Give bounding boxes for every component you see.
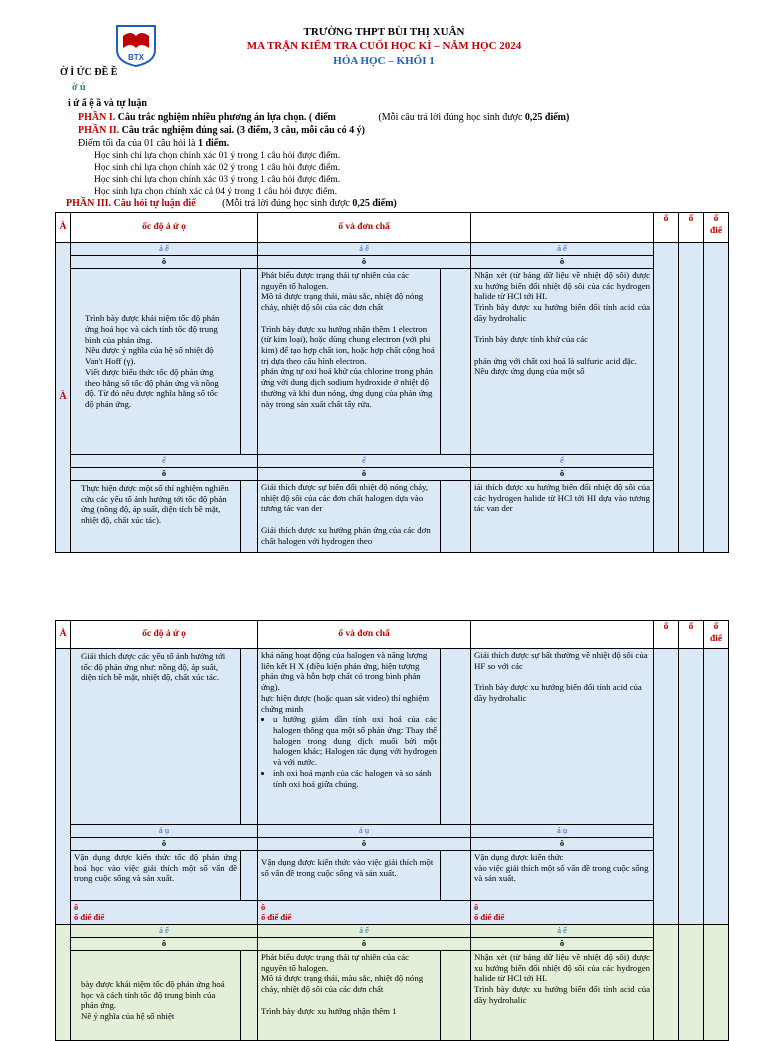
understand-cont-intro: khả năng hoạt động của halogen và năng lượng liên kết H X (điều kiện phản ứng, hiện tượng phản ứng và hỗn hợp chất có trong bình phản ứng). hực hiện được (hoặc quan sát video) thí nghiệm chứng minh: [261, 650, 430, 714]
green-level-know-col2: ả ế: [258, 925, 471, 938]
content-row-know: [56, 269, 729, 455]
header-count-b: ố: [679, 213, 704, 243]
know-topic-2: Phát biểu được trạng thái tự nhiên của các nguyên tố halogen. Mô tả được trạng thái, màu sắc, nhiệt độ nóng chảy, nhiệt độ sôi của các đơn chất Trình bày được xu hướng nhận thêm 1 electron (từ kim loại), hoặc dùng chung electron (với phi kim) để tạo hợp chất ion, hoặc hợp chất cộng hoá trị dựa theo cấu hình electron. phản ứng tự oxi hoá khử của chlorine trong phản ứng với dung dịch sodium hydroxide ở nhiệt độ thường và khi đun nóng, ứng dụng của phản ứng này trong sản xuất chất tẩy rửa.: [258, 269, 441, 455]
understand-cont-spacer-2: [441, 649, 471, 825]
points-cell: [704, 649, 729, 925]
scoring-rule-4: Học sinh lựa chọn chính xác cả 04 ý trong 1 câu hỏi được điểm.: [94, 187, 337, 197]
part-3-text: Câu hỏi tự luận điể: [113, 198, 196, 209]
level-know-col2: ả ế: [258, 243, 471, 256]
count-cell-a: [654, 243, 679, 553]
green-sublevel-row-know: [56, 938, 729, 951]
content-row-understand-cont: [56, 649, 729, 825]
know-spacer-2: [441, 269, 471, 455]
part-3-note: (Mỗi trả lời đúng học sinh được: [222, 198, 353, 209]
scoring-rule-3: Học sinh chỉ lựa chọn chính xác 03 ý trong 1 câu hỏi được điểm.: [94, 175, 341, 185]
understand-topic-1: Thực hiện được một số thí nghiệm nghiên cứu các yếu tố ảnh hưởng tới tốc độ phản ứng (nồng độ, áp suất, diện tích bề mặt, nhiệt độ, chất xúc tác).: [71, 481, 241, 553]
understand-cont-topic-3: Giải thích được sự bất thường về nhiệt độ sôi của HF so với các Trình bày được xu hướng biến đổi tính acid của dãy hydrohalic: [471, 649, 654, 825]
header-column-3: [471, 213, 654, 243]
level-apply-col2: ả ụ: [258, 825, 471, 838]
document-title: MA TRẬN KIỂM TRA CUỐI HỌC KÌ – NĂM HỌC 2024: [246, 40, 522, 52]
part-1-text: Câu trắc nghiệm nhiều phương án lựa chọn. ( điểm: [117, 112, 336, 123]
level-apply-col3: ả ụ: [471, 825, 654, 838]
scoring-rule-2: Học sinh chỉ lựa chọn chính xác 02 ý trong 1 câu hỏi được điểm.: [94, 163, 341, 173]
part-3-line: [66, 198, 397, 209]
apply-topic-3: Vận dụng được kiến thức vào việc giải thích một số vấn đề trong cuộc sống và sản xuất.: [471, 851, 654, 901]
green-level-know-col1: ả ế: [71, 925, 258, 938]
count-cell-b: [679, 243, 704, 553]
level-row-know: [56, 243, 729, 256]
sublevel-understand-col3: ô: [471, 468, 654, 481]
level-understand-col3: ể: [471, 455, 654, 468]
header-column-2: ố và đơn chấ: [258, 621, 471, 649]
document-subtitle: HÓA HỌC – KHỐI 1: [333, 55, 435, 67]
level-row-apply: [56, 825, 729, 838]
points-row: [56, 901, 729, 925]
sublevel-apply-col3: ô: [471, 838, 654, 851]
understand-spacer-1: [241, 481, 258, 553]
max-score-text: Điểm tối đa của 01 câu hỏi là: [78, 138, 198, 149]
header-topic: À: [56, 213, 71, 243]
sublevel-understand-col2: ô: [258, 468, 471, 481]
sublevel-row-apply: [56, 838, 729, 851]
header-column-1: ốc độ ả ứ ọ: [71, 621, 258, 649]
matrix-table-1: [55, 212, 729, 553]
level-know-col1: ả ế: [71, 243, 258, 256]
apply-spacer-1: [241, 851, 258, 901]
green-points-cell: [704, 925, 729, 1041]
school-name: TRƯỜNG THPT BÙI THỊ XUÂN: [303, 26, 465, 38]
green-know-topic-2: Phát biểu được trạng thái tự nhiên của các nguyên tố halogen. Mô tả được trạng thái, màu sắc, nhiệt độ nóng chảy, nhiệt độ sôi của các đơn chất Trình bày được xu hướng nhận thêm 1: [258, 951, 441, 1041]
sublevel-understand-col1: ô: [71, 468, 258, 481]
understand-cont-spacer-1: [241, 649, 258, 825]
header-column-3: [471, 621, 654, 649]
green-count-cell-b: [679, 925, 704, 1041]
level-know-col3: ả ế: [471, 243, 654, 256]
part-3-note-points: 0,25 điểm): [352, 198, 397, 209]
content-row-apply: [56, 851, 729, 901]
green-sublevel-know-col3: ô: [471, 938, 654, 951]
know-topic-3: Nhận xét (từ bảng dữ liệu về nhiệt độ sôi) được xu hướng biến đổi nhiệt độ sôi của các hydrogen halide từ HCl tới HI. Trình bày được xu hướng biến đổi tính acid của dãy hydrohalic Trình bày được tính khử của các phản ứng với chất oxi hoá là sulfuric acid đặc. Nêu được ứng dụng của một số: [471, 269, 654, 455]
count-cell-b: [679, 649, 704, 925]
points-col3: ô ố điể điể: [471, 901, 654, 925]
green-know-topic-1: bày được khái niệm tốc độ phản ứng hoá học và cách tính tốc độ trung bình của phản ứng. Nê ý nghĩa của hệ số nhiệt: [71, 951, 241, 1041]
max-score-points: 1 điểm.: [197, 138, 230, 149]
understand-spacer-2: [441, 481, 471, 553]
sublevel-know-col3: ô: [471, 256, 654, 269]
green-level-row-know: [56, 925, 729, 938]
scoring-rule-1: Học sinh chỉ lựa chọn chính xác 01 ý trong 1 câu hỏi được điểm.: [94, 151, 341, 161]
header-line-2: ờ ú: [72, 82, 86, 93]
green-count-cell-a: [654, 925, 679, 1041]
max-score-line: [78, 138, 229, 149]
sublevel-row-understand: [56, 468, 729, 481]
green-know-spacer-2: [441, 951, 471, 1041]
header-count-a: ố: [654, 213, 679, 243]
sublevel-know-col1: ô: [71, 256, 258, 269]
understand-cont-topic-2: [258, 649, 441, 825]
header-column-2: ố và đơn chấ: [258, 213, 471, 243]
know-topic-1: Trình bày được khái niệm tốc độ phản ứng hoá học và cách tính tốc độ trung bình của phản ứng. Nêu được ý nghĩa của hệ số nhiệt độ Van't Hoff (γ). Viết được biểu thức tốc độ phản ứng theo hằng số tốc độ phản ứng và nồng độ. Từ đó nêu được nghĩa hằng số tốc độ phản ứng.: [71, 269, 241, 455]
understand-topic-2: Giải thích được sự biến đổi nhiệt độ nóng chảy, nhiệt độ sôi của các đơn chất halogen dựa vào tương tác van der Giải thích được xu hướng phản ứng của các đơn chất halogen với hydrogen theo: [258, 481, 441, 553]
topic-cell-blue: [56, 649, 71, 925]
level-understand-col2: ể: [258, 455, 471, 468]
header-count-b: ố: [679, 621, 704, 649]
green-level-know-col3: ả ế: [471, 925, 654, 938]
understand-topic-3: iải thích được xu hướng biến đổi nhiệt độ sôi của các hydrogen halide từ HCl tới HI dựa vào tương tác van der: [471, 481, 654, 553]
sublevel-know-col2: ô: [258, 256, 471, 269]
matrix-table-2: [55, 620, 729, 1041]
apply-spacer-2: [441, 851, 471, 901]
apply-topic-1: Vận dụng được kiến thức tốc độ phản ứng hoá học vào việc giải thích một số vấn đề trong cuộc sống và sản xuất.: [71, 851, 241, 901]
document-header: [0, 0, 768, 210]
table-2-header-row: [56, 621, 729, 649]
part-1-label: PHẦN I.: [78, 112, 116, 123]
part-1-note: (Mỗi câu trả lời đúng học sinh được: [378, 112, 525, 123]
part-3-label: PHẦN III.: [66, 198, 112, 209]
apply-topic-2: Vận dụng được kiến thức vào việc giải thích một số vấn đề trong cuộc sống và sản xuất.: [258, 851, 441, 901]
level-row-understand: [56, 455, 729, 468]
green-know-topic-3: Nhận xét (từ bảng dữ liệu về nhiệt độ sôi) được xu hướng biến đổi nhiệt độ sôi của các hydrogen halide từ HCl tới HI. Trình bày được xu hướng biến đổi tính acid của dãy hydrohalic: [471, 951, 654, 1041]
understand-cont-topic-1: Giải thích được các yếu tố ảnh hưởng tới tốc độ phản ứng như: nồng độ, áp suất, diện tích bề mặt, nhiệt độ, chất xúc tác.: [71, 649, 241, 825]
table-header-row: [56, 213, 729, 243]
points-cell: [704, 243, 729, 553]
level-apply-col1: ả ụ: [71, 825, 258, 838]
topic-cell-green: [56, 925, 71, 1041]
understand-cont-bullets: [261, 714, 437, 789]
green-sublevel-know-col2: ô: [258, 938, 471, 951]
level-understand-col1: ể: [71, 455, 258, 468]
sublevel-apply-col2: ô: [258, 838, 471, 851]
part-2-label: PHẦN II.: [78, 125, 120, 136]
part-2-line: [78, 125, 365, 136]
points-col2: ô ố điể điể: [258, 901, 471, 925]
topic-label: À: [56, 243, 71, 553]
part-1-line: [78, 112, 569, 123]
points-col1: ô ố điể điể: [71, 901, 258, 925]
header-line-1: Ờ Ì ỨC ĐỀ Ề: [60, 67, 118, 78]
green-content-row-know: [56, 951, 729, 1041]
header-topic: À: [56, 621, 71, 649]
count-cell-a: [654, 649, 679, 925]
part-1-note-points: 0,25 điểm): [524, 112, 570, 123]
header-count-a: ố: [654, 621, 679, 649]
header-points: ố điể: [704, 621, 729, 649]
green-sublevel-know-col1: ô: [71, 938, 258, 951]
understand-cont-bullet-1: • u hướng giảm dần tính oxi hoá của các halogen thông qua một số phản ứng: Thay thế halogen trong dung dịch muối bởi một halogen khác; Halogen tác dụng với hydrogen và với nước.: [273, 714, 437, 768]
part-2-text: Câu trắc nghiệm đúng sai. (3 điểm, 3 câu, mỗi câu có 4 ý): [121, 125, 365, 136]
sublevel-row-know: [56, 256, 729, 269]
header-line-3: i ứ ấ ệ ầ và tự luận: [68, 98, 147, 109]
header-points: ố điể: [704, 213, 729, 243]
header-column-1: ốc độ ả ứ ọ: [71, 213, 258, 243]
sublevel-apply-col1: ô: [71, 838, 258, 851]
content-row-understand: [56, 481, 729, 553]
know-spacer-1: [241, 269, 258, 455]
green-know-spacer-1: [241, 951, 258, 1041]
svg-text:BTX: BTX: [128, 53, 144, 62]
understand-cont-bullet-2: • ính oxi hoá mạnh của các halogen và so sánh tính oxi hoá giữa chúng.: [273, 768, 437, 789]
